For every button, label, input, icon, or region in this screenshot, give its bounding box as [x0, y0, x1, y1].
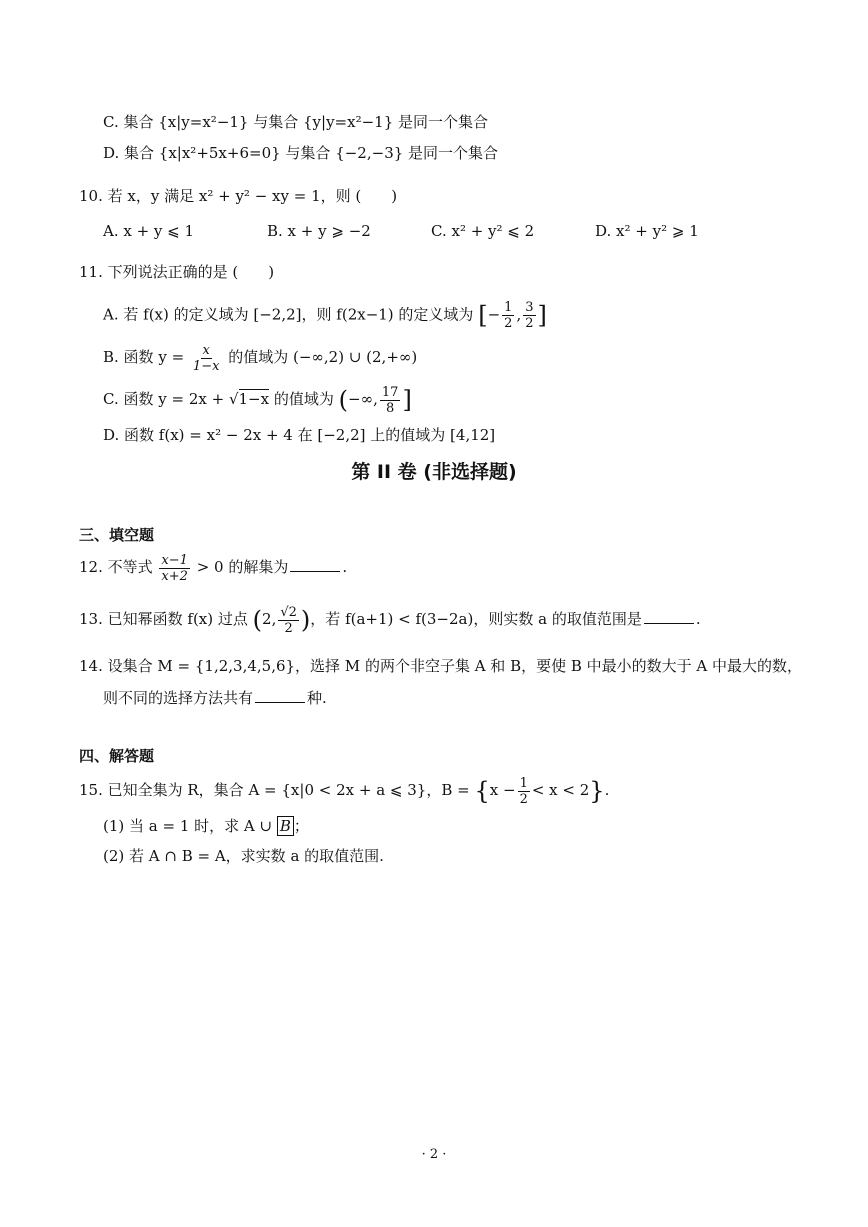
fraction	[278, 605, 299, 636]
fraction	[502, 300, 514, 331]
fraction-denominator: 8	[386, 400, 395, 416]
fraction	[380, 385, 401, 416]
section-solution-heading: 四、解答题	[79, 747, 155, 765]
q9-option-d: D. 集合 {x|x²+5x+6=0} 与集合 {−2,−3} 是同一个集合	[103, 144, 499, 162]
fraction-denominator: 2	[504, 316, 513, 331]
q11-stem: 11. 下列说法正确的是 ( )	[79, 263, 275, 281]
fraction-numerator: 17	[381, 384, 399, 400]
left-bracket: [	[478, 301, 488, 330]
q14-line1: 14. 设集合 M = {1,2,3,4,5,6}，选择 M 的两个非空子集 A 和 B，要使 B 中最小的数大于 A 中最大的数，	[79, 657, 803, 675]
q11-option-b-suffix: 的值域为 (−∞,2) ∪ (2,+∞)	[228, 348, 418, 366]
section-fill-in-blank-heading: 三、填空题	[79, 526, 155, 544]
q13-prefix: 13. 已知幂函数 f(x) 过点	[79, 610, 248, 628]
q13	[79, 603, 701, 635]
q11-option-c: C. 函数 y = 2x + √1−x 的值域为 (−∞, $\frac{17}{8}$ ]	[103, 384, 412, 416]
q11-option-b-prefix: B. 函数 y =	[103, 348, 185, 366]
fraction-numerator: 1	[504, 300, 513, 315]
q13-suffix: ，若 f(a+1) < f(3−2a)，则实数 a 的取值范围是	[310, 610, 642, 628]
q12-prefix: 12. 不等式	[79, 558, 153, 576]
fraction	[523, 300, 535, 331]
left-paren: (	[338, 386, 349, 414]
q15-part1-end: ；	[293, 817, 309, 835]
q10-option-a: A. x + y ⩽ 1	[103, 222, 195, 240]
fraction-numerator: 3	[525, 300, 534, 315]
fraction-denominator: x+2	[161, 568, 188, 584]
q15-set-prefix: x −	[489, 781, 516, 799]
q13-end: .	[695, 610, 701, 628]
right-brace: }	[589, 777, 605, 805]
q10-option-d: D. x² + y² ⩾ 1	[595, 222, 699, 240]
q15-prefix: 15. 已知全集为 R，集合 A = {x|0 < 2x + a ⩽ 3}，B =	[79, 781, 470, 799]
sqrt-sign: √	[228, 390, 239, 408]
fraction-denominator: 2	[525, 316, 534, 331]
q12-end: .	[342, 558, 348, 576]
fraction	[159, 553, 190, 584]
left-brace: {	[474, 777, 490, 805]
q11-option-b	[103, 341, 417, 373]
q15-stem	[79, 774, 609, 806]
part2-title: 第 II 卷 (非选择题)	[351, 461, 517, 483]
q10-stem: 10. 若 x，y 满足 x² + y² − xy = 1，则 ( )	[79, 187, 398, 205]
q11-option-c-middle: 的值域为	[273, 390, 334, 408]
fraction	[518, 776, 530, 807]
fraction-denominator: 2	[519, 791, 528, 807]
fraction-numerator: x	[202, 342, 210, 358]
q15-part2: (2) 若 A ∩ B = A，求实数 a 的取值范围.	[103, 847, 384, 865]
right-bracket: ]	[402, 386, 412, 414]
right-bracket: ]	[537, 301, 547, 330]
q13-point-x: 2,	[262, 610, 277, 628]
q11-option-a: A. 若 f(x) 的定义域为 [−2,2]，则 f(2x−1) 的定义域为 [− $\frac{1}{2}$ , $\frac{3}{2}$ ]	[103, 300, 547, 331]
q11-option-d: D. 函数 f(x) = x² − 2x + 4 在 [−2,2] 上的值域为 [4,12]	[103, 426, 496, 444]
answer-blank[interactable]	[290, 557, 340, 572]
q14-line2	[103, 688, 327, 708]
right-paren: )	[300, 606, 311, 634]
q10-option-c: C. x² + y² ⩽ 2	[431, 222, 535, 240]
q14-line2-suffix: 种.	[307, 689, 327, 707]
page-number: · 2 ·	[421, 1147, 447, 1162]
q15-part1	[103, 816, 309, 836]
q11-option-c-prefix: C. 函数 y = 2x +	[103, 390, 225, 408]
fraction	[191, 343, 222, 374]
q15-part1-prefix: (1) 当 a = 1 时，求 A ∪	[103, 817, 273, 835]
fraction-numerator: 1	[519, 775, 528, 791]
q15-set-suffix: < x < 2	[531, 781, 590, 799]
q14-line2-prefix: 则不同的选择方法共有	[103, 689, 254, 707]
boxed-set-b: B	[277, 816, 294, 836]
fraction-numerator: √2	[280, 604, 297, 620]
answer-blank[interactable]	[644, 609, 694, 624]
sqrt-radicand: 1−x	[238, 390, 270, 408]
q11-option-a-text: A. 若 f(x) 的定义域为 [−2,2]，则 f(2x−1) 的定义域为	[103, 305, 474, 324]
fraction-denominator: 1−x	[192, 358, 220, 374]
left-paren: (	[252, 606, 263, 634]
fraction-numerator: x−1	[161, 552, 188, 568]
q12-suffix: > 0 的解集为	[196, 558, 289, 576]
q10-option-b: B. x + y ⩾ −2	[267, 222, 371, 240]
fraction-denominator: 2	[284, 620, 293, 636]
answer-blank[interactable]	[255, 688, 305, 703]
q12	[79, 551, 347, 583]
q9-option-c: C. 集合 {x|y=x²−1} 与集合 {y|y=x²−1} 是同一个集合	[103, 113, 489, 131]
q15-end: .	[604, 781, 610, 799]
